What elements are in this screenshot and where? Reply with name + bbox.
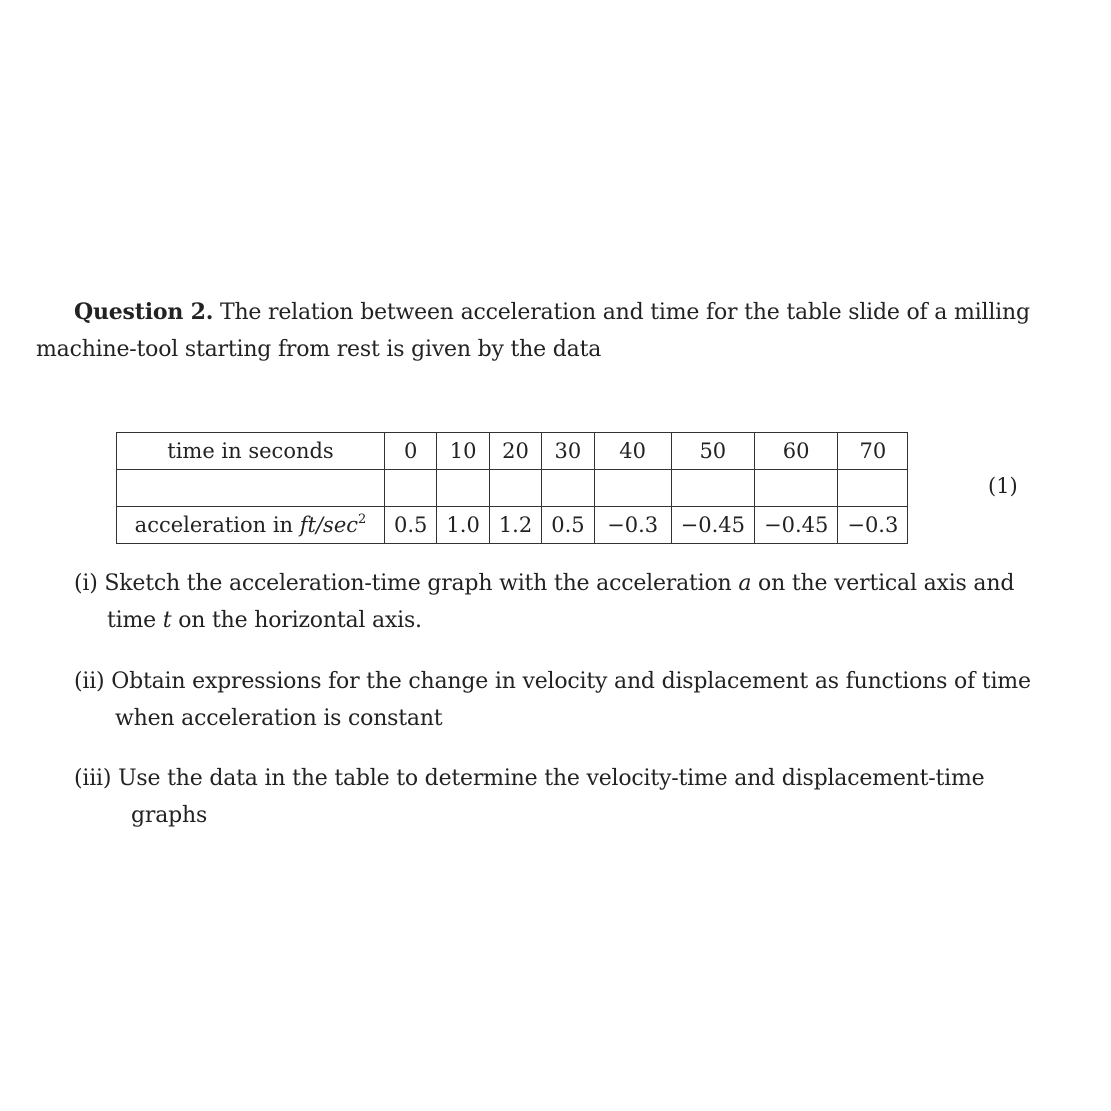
acceleration-cell: 1.2 [489, 507, 541, 544]
part-i-text-a: Sketch the acceleration-time graph with the acceleration [104, 571, 732, 596]
acceleration-cell: 0.5 [385, 507, 437, 544]
equation-number: (1) [988, 474, 1018, 498]
empty-cell [671, 470, 754, 507]
part-i [74, 565, 1064, 639]
acceleration-row-label [117, 507, 385, 544]
part-i-number: (i) [74, 571, 98, 596]
time-cell: 50 [671, 433, 754, 470]
time-cell: 40 [594, 433, 671, 470]
empty-cell [594, 470, 671, 507]
part-i-var-t: t [162, 608, 172, 633]
part-iii-number: (iii) [74, 766, 112, 791]
acceleration-cell: −0.45 [754, 507, 837, 544]
question-text: The relation between acceleration and time for the table slide of a milling machine-tool starting from rest is given by the data [36, 300, 1030, 362]
time-cell: 70 [838, 433, 908, 470]
time-row-label: time in seconds [117, 433, 385, 470]
part-i-var-a: a [738, 571, 752, 596]
question-paragraph [36, 294, 1036, 368]
acceleration-cell: 0.5 [542, 507, 594, 544]
question-label: Question 2. [74, 299, 214, 325]
part-iii [74, 760, 1074, 834]
empty-cell [489, 470, 541, 507]
acceleration-row [117, 507, 908, 544]
empty-row [117, 470, 908, 507]
part-ii [74, 663, 1074, 737]
time-cell: 0 [385, 433, 437, 470]
part-i-text-d: on the horizontal axis. [178, 608, 422, 633]
part-ii-number: (ii) [74, 669, 105, 694]
data-table [116, 432, 908, 544]
part-iii-text-a: Use the data in the table to determine the velocity-time and displacement-time [118, 766, 985, 791]
empty-cell [437, 470, 489, 507]
part-i-text-c: time [107, 608, 156, 633]
time-cell: 30 [542, 433, 594, 470]
acceleration-cell: 1.0 [437, 507, 489, 544]
time-row [117, 433, 908, 470]
acceleration-units: ft/sec [299, 513, 359, 537]
part-ii-text-b: when acceleration is constant [115, 706, 443, 731]
time-cell: 60 [754, 433, 837, 470]
empty-cell [838, 470, 908, 507]
part-iii-text-b: graphs [131, 803, 208, 828]
part-ii-text-a: Obtain expressions for the change in velocity and displacement as functions of time [111, 669, 1031, 694]
part-i-text-b: on the vertical axis and [758, 571, 1015, 596]
time-cell: 20 [489, 433, 541, 470]
acceleration-cell: −0.3 [594, 507, 671, 544]
empty-cell [542, 470, 594, 507]
acceleration-units-exponent: 2 [358, 512, 367, 527]
acceleration-label-prefix: acceleration in [134, 513, 300, 537]
acceleration-cell: −0.45 [671, 507, 754, 544]
acceleration-cell: −0.3 [838, 507, 908, 544]
empty-cell [754, 470, 837, 507]
empty-cell [385, 470, 437, 507]
time-cell: 10 [437, 433, 489, 470]
empty-cell [117, 470, 385, 507]
